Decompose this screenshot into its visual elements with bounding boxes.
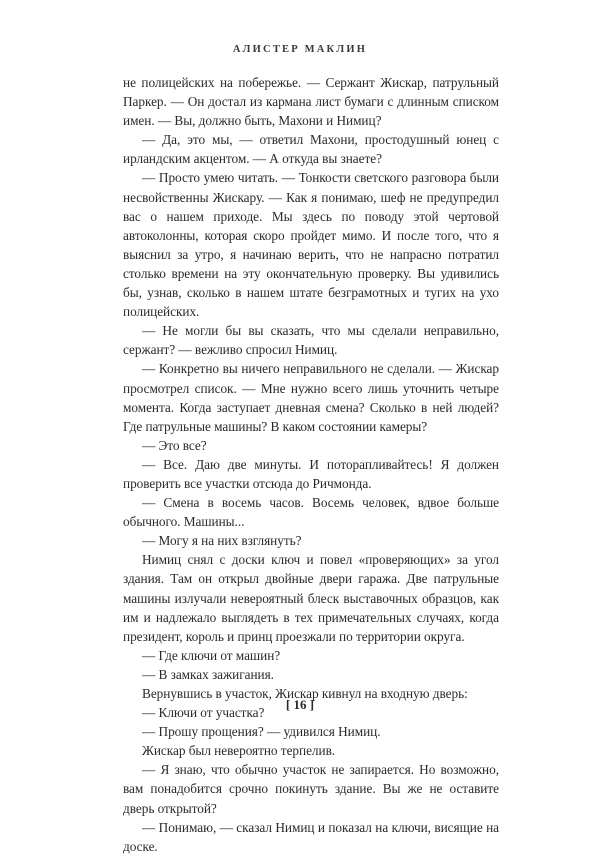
- paragraph: Нимиц снял с доски ключ и повел «проверяющих» за угол здания. Там он открыл двойные двери гаража. Две патрульные машины излучали невероятный блеск выставочных образцов, как им и надлежало выглядеть в тех примечательных случаях, когда президент, король и принц проезжали по территории округа.: [123, 552, 499, 644]
- paragraph: — Конкретно вы ничего неправильного не сделали. — Жискар просмотрел список. — Мне нужно всего лишь уточнить четыре момента. Когда заступает дневная смена? Сколько в ней людей? Где патрульные машины? В каком состоянии камеры?: [123, 361, 499, 434]
- paragraph: — Ключи от участка?: [142, 705, 265, 721]
- paragraph: — Не могли бы вы сказать, что мы сделали неправильно, сержант? — вежливо спросил Нимиц.: [123, 323, 499, 358]
- paragraph: — Смена в восемь часов. Восемь человек, вдвое больше обычного. Машины...: [123, 495, 499, 530]
- paragraph: — Все. Даю две минуты. И поторапливайтесь! Я должен проверить все участки отсюда до Ричмонда.: [123, 456, 499, 491]
- paragraph: — Да, это мы, — ответил Махони, простодушный юнец с ирландским акцентом. — А откуда вы знаете?: [123, 132, 499, 167]
- paragraph: Вернувшись в участок, Жискар кивнул на входную дверь:: [142, 686, 468, 701]
- paragraph: — Где ключи от машин?: [142, 647, 281, 663]
- paragraph: — Это все?: [142, 437, 207, 453]
- body-text: [123, 73, 499, 856]
- running-head: АЛИСТЕР МАКЛИН: [232, 44, 368, 55]
- paragraph: не полицейских на побережье. — Сержант Жискар, патрульный Паркер. — Он достал из кармана лист бумаги с длинным списком имен. — Вы, должно быть, Махони и Нимиц?: [123, 75, 499, 129]
- paragraph: — Просто умею читать. — Тонкости светского разговора были несвойственны Жискару. — Как я понимаю, шеф не предупредил вас о нашем приходе. Мы здесь по поводу этой чертовой автоколонны, которая скоро пройдет мимо. И после того, что я выяснил за утро, я начинаю верить, что не напрасно потратил столько времени на эту окончательную проверку. Вы удивились бы, узнав, сколько в нашем штате безграмотных и тугих на ухо полицейских.: [123, 170, 499, 320]
- page-number: [ 16 ]: [285, 697, 315, 712]
- paragraph: — Понимаю, — сказал Нимиц и показал на ключи, висящие на доске.: [123, 819, 499, 854]
- paragraph: Жискар был невероятно терпелив.: [142, 743, 336, 759]
- paragraph: — Прошу прощения? — удивился Нимиц.: [142, 724, 381, 740]
- paragraph: — В замках зажигания.: [142, 666, 274, 682]
- paragraph: — Могу я на них взглянуть?: [142, 533, 302, 549]
- paragraph: — Я знаю, что обычно участок не запирается. Но возможно, вам понадобится срочно покинуть здание. Вы же не оставите дверь открытой?: [123, 762, 499, 816]
